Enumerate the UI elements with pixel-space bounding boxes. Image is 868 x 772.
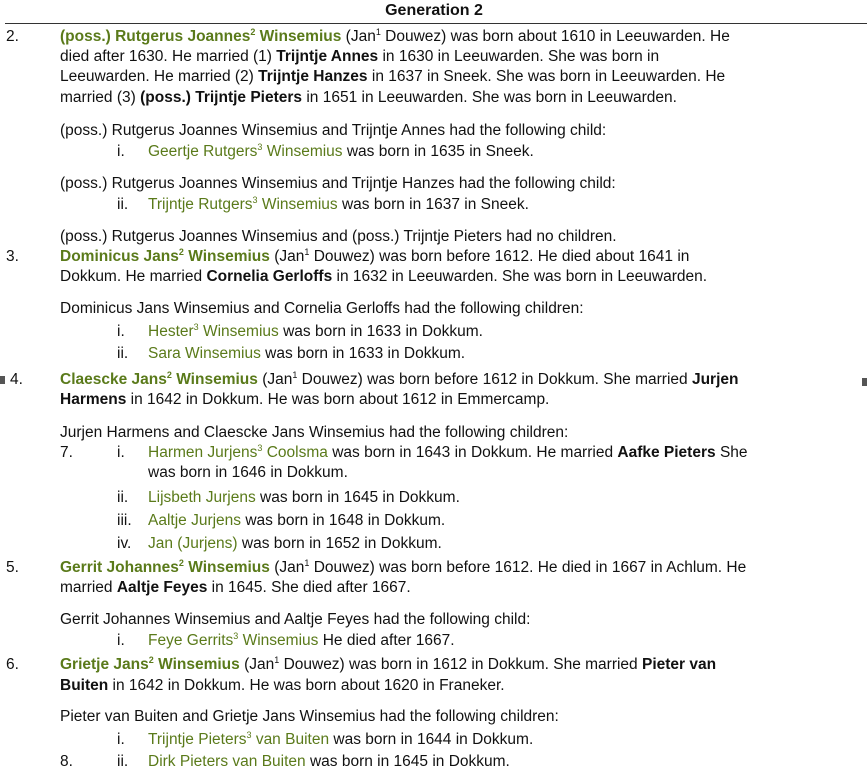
spouse-name: Cornelia Gerloffs — [206, 268, 333, 285]
child-name-link[interactable]: Trijntje Rutgers$^3$ Winsemius — [148, 195, 338, 213]
entry-4-line-1: Claescke Jans$^2$ Winsemius (Jan$^1$ Douwez) was born before 1612 in Dokkum. She married Jurjen — [60, 370, 739, 388]
spouse-name: (poss.) Trijntje Pieters — [140, 89, 303, 106]
child-name-link[interactable]: Jan (Jurjens) — [148, 535, 238, 552]
entry-3-line-2: Dokkum. He married Cornelia Gerloffs in 1632 in Leeuwarden. She was born in Leeuwarden. — [60, 268, 708, 285]
child-name-link[interactable]: Lijsbeth Jurjens — [148, 489, 256, 506]
entry-2-line-3: Leeuwarden. He married (2) Trijntje Hanzes in 1637 in Sneek. She was born in Leeuwarden. He — [60, 68, 726, 85]
spouse-name: Trijntje Annes — [276, 48, 379, 65]
child-number: i. — [117, 323, 125, 340]
entry-6-line-2: Buiten in 1642 in Dokkum. He was born about 1620 in Franeker. — [60, 677, 505, 694]
child-entry: Harmen Jurjens$^3$ Coolsma was born in 1643 in Dokkum. He married Aafke Pieters She — [148, 443, 748, 461]
child-number: i. — [117, 444, 125, 461]
entry-2-line-4: married (3) (poss.) Trijntje Pieters in 1651 in Leeuwarden. She was born in Leeuwarden. — [60, 89, 677, 106]
child-entry: Trijntje Rutgers$^3$ Winsemius was born in 1637 in Sneek. — [148, 195, 529, 213]
entry-2-line-2: died after 1630. He married (1) Trijntje Annes in 1630 in Leeuwarden. She was born in — [60, 48, 660, 65]
family-intro: Pieter van Buiten and Grietje Jans Winsemius had the following children: — [60, 708, 559, 725]
parent-ref: (Jan$^1$ Douwez) — [262, 370, 363, 388]
parent-ref: (Jan$^1$ Douwez) — [274, 247, 375, 265]
spouse-name: Buiten — [60, 677, 109, 694]
heading-rule — [5, 23, 867, 24]
child-name-link[interactable]: Geertje Rutgers$^3$ Winsemius — [148, 142, 343, 160]
child-entry: Dirk Pieters van Buiten was born in 1645 in Dokkum. — [148, 753, 510, 770]
child-entry: Jan (Jurjens) was born in 1652 in Dokkum. — [148, 535, 442, 552]
child-name-link[interactable]: Sara Winsemius — [148, 345, 261, 362]
child-number: i. — [117, 632, 125, 649]
child-number: i. — [117, 731, 125, 748]
entry-number-5: 5. — [6, 559, 19, 576]
child-entry: Geertje Rutgers$^3$ Winsemius was born in 1635 in Sneek. — [148, 142, 534, 160]
person-name-link[interactable]: Gerrit Johannes$^2$ Winsemius — [60, 558, 270, 576]
child-name-link[interactable]: Harmen Jurjens$^3$ Coolsma — [148, 443, 328, 461]
family-intro: Dominicus Jans Winsemius and Cornelia Gerloffs had the following children: — [60, 300, 584, 317]
child-name-link[interactable]: Aaltje Jurjens — [148, 512, 242, 529]
child-name-link[interactable]: Dirk Pieters van Buiten — [148, 753, 306, 770]
child-entry-continued: was born in 1646 in Dokkum. — [148, 464, 348, 481]
left-edge-marker — [0, 376, 5, 384]
child-number: ii. — [117, 753, 129, 770]
family-intro: Gerrit Johannes Winsemius and Aaltje Feyes had the following child: — [60, 611, 531, 628]
spouse-name: Jurjen — [691, 371, 739, 388]
child-name-link[interactable]: Hester$^3$ Winsemius — [148, 322, 279, 340]
entry-number-6: 6. — [6, 656, 19, 673]
child-number: iv. — [117, 535, 132, 552]
family-intro: (poss.) Rutgerus Joannes Winsemius and Trijntje Hanzes had the following child: — [60, 175, 616, 192]
family-intro: (poss.) Rutgerus Joannes Winsemius and (poss.) Trijntje Pieters had no children. — [60, 228, 617, 245]
child-entry: Sara Winsemius was born in 1633 in Dokkum. — [148, 345, 466, 362]
child-number: iii. — [117, 512, 132, 529]
child-number: i. — [117, 143, 125, 160]
person-name-link[interactable]: (poss.) Rutgerus Joannes$^2$ Winsemius — [60, 27, 342, 45]
spouse-name: Pieter van — [641, 656, 717, 673]
entry-3-line-1: Dominicus Jans$^2$ Winsemius (Jan$^1$ Douwez) was born before 1612. He died about 1641 in — [60, 247, 690, 265]
entry-number-2: 2. — [6, 28, 19, 45]
right-edge-marker — [862, 378, 867, 386]
spouse-name: Trijntje Hanzes — [258, 68, 368, 85]
person-name-link[interactable]: Dominicus Jans$^2$ Winsemius — [60, 247, 270, 265]
child-entry: Lijsbeth Jurjens was born in 1645 in Dokkum. — [148, 489, 460, 506]
child-number: ii. — [117, 489, 129, 506]
person-name-link[interactable]: Claescke Jans$^2$ Winsemius — [60, 370, 258, 388]
entry-4-line-2: Harmens in 1642 in Dokkum. He was born about 1612 in Emmercamp. — [60, 391, 550, 408]
child-number: ii. — [117, 196, 129, 213]
spouse-name: Harmens — [60, 391, 127, 408]
spouse-name: Aafke Pieters — [617, 444, 716, 461]
child-entry: Trijntje Pieters$^3$ van Buiten was born in 1644 in Dokkum. — [148, 730, 534, 748]
family-intro: Jurjen Harmens and Claescke Jans Winsemius had the following children: — [60, 424, 569, 441]
child-name-link[interactable]: Feye Gerrits$^3$ Winsemius — [148, 631, 319, 649]
family-intro: (poss.) Rutgerus Joannes Winsemius and Trijntje Annes had the following child: — [60, 122, 607, 139]
parent-ref: (Jan$^1$ Douwez) — [244, 655, 345, 673]
page-heading: Generation 2 — [385, 2, 483, 19]
entry-5-line-1: Gerrit Johannes$^2$ Winsemius (Jan$^1$ Douwez) was born before 1612. He died in 1667 in Achlum. He — [60, 558, 747, 576]
child-ref-number: 8. — [60, 753, 73, 770]
person-name-link[interactable]: Grietje Jans$^2$ Winsemius — [60, 655, 240, 673]
entry-5-line-2: married Aaltje Feyes in 1645. She died after 1667. — [60, 579, 411, 596]
entry-number-4: 4. — [10, 371, 23, 388]
entry-2-line-1: (poss.) Rutgerus Joannes$^2$ Winsemius (Jan$^1$ Douwez) was born about 1610 in Leeuwarden. He — [60, 27, 730, 45]
entry-number-3: 3. — [6, 248, 19, 265]
spouse-name: Aaltje Feyes — [116, 579, 208, 596]
entry-6-line-1: Grietje Jans$^2$ Winsemius (Jan$^1$ Douwez) was born in 1612 in Dokkum. She married Pieter van — [60, 655, 717, 673]
child-entry: Aaltje Jurjens was born in 1648 in Dokkum. — [148, 512, 446, 529]
child-number: ii. — [117, 345, 129, 362]
child-entry: Feye Gerrits$^3$ Winsemius He died after 1667. — [148, 631, 455, 649]
parent-ref: (Jan$^1$ Douwez) — [274, 558, 375, 576]
child-ref-number: 7. — [60, 444, 73, 461]
child-entry: Hester$^3$ Winsemius was born in 1633 in Dokkum. — [148, 322, 483, 340]
parent-ref: (Jan$^1$ Douwez) — [345, 27, 447, 45]
child-name-link[interactable]: Trijntje Pieters$^3$ van Buiten — [148, 730, 330, 748]
